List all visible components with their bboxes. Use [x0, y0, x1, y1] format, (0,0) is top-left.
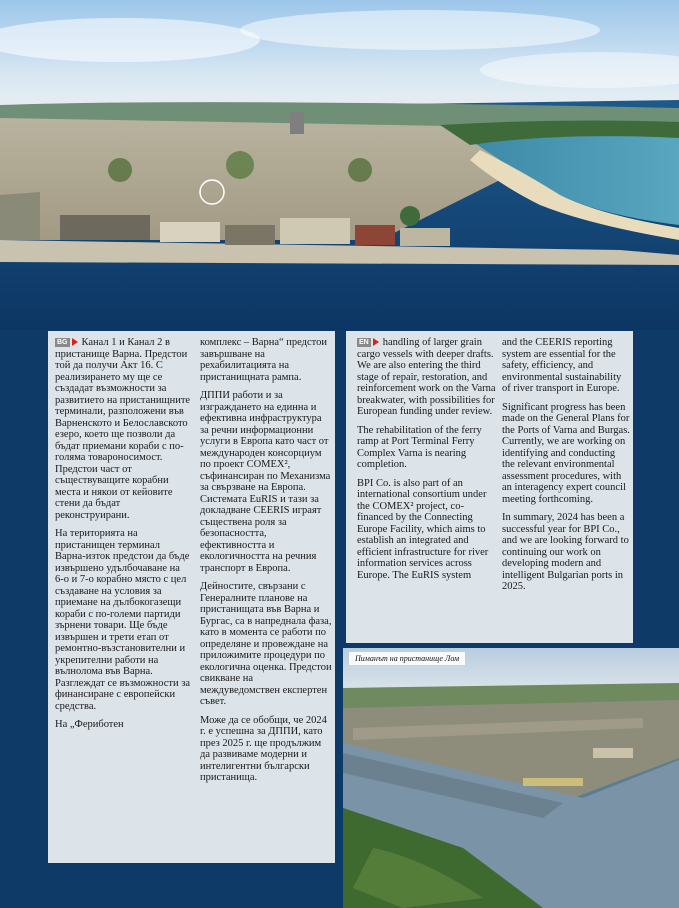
en-paragraph: In summary, 2024 has been a successful year for BPI Co., and we are looking forward to continuing our work on developing modern and intelligent Bulgarian ports in 2025. [502, 512, 629, 592]
bg-paragraph: На „Фериботен [55, 719, 124, 730]
en-paragraph: The rehabilitation of the ferry ramp at Port Terminal Ferry Complex Varna is nearing completion. [357, 424, 482, 470]
en-paragraph-text: handling of larger grain cargo vessels with deeper drafts. We are also entering the third stage of repair, restoration, and reinforcement work on the Varna breakwater, with possibilities for European funding under review. [357, 337, 496, 417]
varna-aerial-photo [0, 0, 679, 330]
photo-caption: Пиманът на пристанище Лом [349, 652, 465, 665]
bg-paragraph-text: Канал 1 и Канал 2 в пристанище Варна. Предстои той да получи Акт 16. С реализирането му ще се създадат възможности за развитието на пристанищните терминали, разположени във Варненското и Белославското езеро, което ще позволи да бъдат приемани кораби с по-голяма товароносимост. Предстои част от съществуващите корабни места и някои от кейовите стени да бъдат реконструирани. [55, 337, 191, 521]
bg-paragraph: ДППИ работи и за изграждането на единна и ефективна инфраструктура за речни информационни услуги в Европа като част от международен консорциум по проект COMEX², съфинансиран по Механизма за свързване на Европа. Системата EuRIS и тази за докладване CEERIS играят съществена роля за безопасността, ефективността и екологичността на речния транспорт в Европа. [200, 390, 331, 574]
bg-column-2 [200, 337, 332, 791]
en-paragraph: Significant progress has been made on the General Plans for the Ports of Varna and Burgas. Currently, we are working on identifying and conducting the relevant environmental assessment procedures, with an interagency expert council meeting forthcoming. [502, 401, 630, 505]
bg-paragraph: Дейностите, свързани с Генералните планове на пристанищата във Варна и Бургас, са в напреднала фаза, като в момента се работи по определяне и провеждане на приложимите процедури по екологична оценка. Предстои свикване на междуведомствен експертен съвет. [200, 581, 332, 707]
en-paragraph: BPI Co. is also part of an international consortium under the COMEX² project, co-financed by the Connecting Europe Facility, which aims to establish an integrated and efficient infrastructure for river information services across Europe. The EuRIS system [357, 477, 489, 581]
en-paragraph: and the CEERIS reporting system are essential for the safety, efficiency, and environmental sustainability of river transport in Europe. [502, 337, 622, 394]
en-column-2 [502, 337, 630, 600]
lom-photo-illustration [343, 648, 679, 908]
en-column-1 [357, 337, 496, 588]
bg-language-tag: BG [57, 339, 68, 346]
red-triangle-icon [373, 338, 379, 346]
varna-photo-illustration [0, 0, 679, 330]
bg-paragraph: Може да се обобщи, че 2024 г. е успешна за ДППИ, като през 2025 г. ще продължим да развиваме модерни и интелигентни български пристанища. [200, 714, 327, 783]
red-triangle-icon [72, 338, 78, 346]
en-language-tag: EN [359, 339, 369, 346]
bg-paragraph: комплекс – Варна“ предстои завършване на рехабилитацията на пристанищната рампа. [200, 337, 327, 383]
en-paragraph [357, 337, 496, 418]
lom-port-photo [343, 648, 679, 908]
bg-paragraph [55, 337, 191, 521]
bg-column-1 [55, 337, 191, 738]
bg-paragraph: На територията на пристанищен терминал Варна-изток предстои да бъде извършено удълбочаване на 6-о и 7-о корабно място с цел създаване на условия за приемане на дълбокогазещи кораби с по-големи партиди зърнени товари. Ще бъде извършен и трети етап от ремонтно-възстановителни и укрепителни работи на вълнолома във Варна. Разглеждат се възможности за финансиране с европейски средства. [55, 528, 191, 712]
